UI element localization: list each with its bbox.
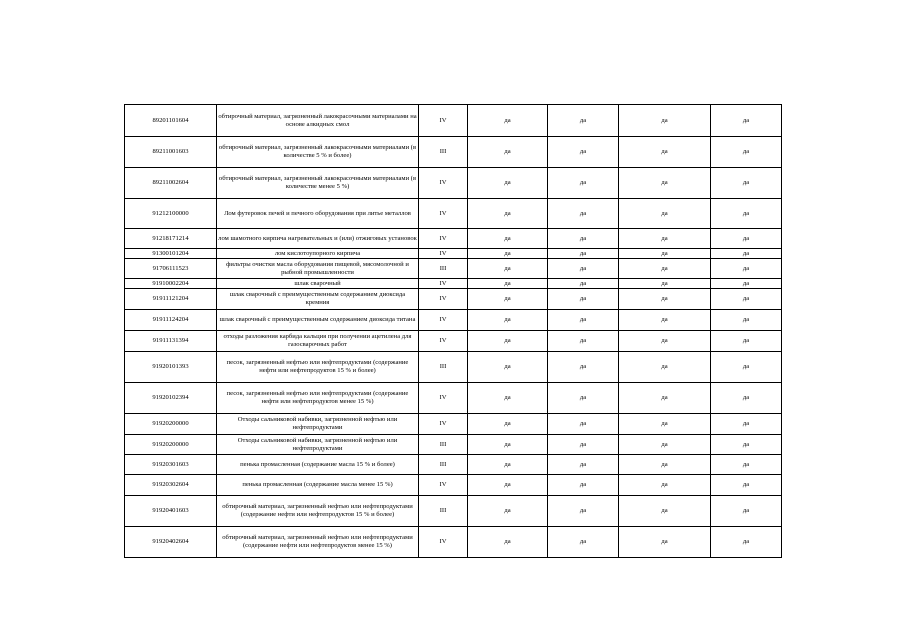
waste-name-cell: Отходы сальниковой набивки, загрязненной нефтью или нефтепродуктами [217,414,419,435]
table-row [125,527,782,558]
flag-cell-1: да [468,496,548,527]
waste-code-cell: 91920401603 [125,496,217,527]
flag-cell-4: да [711,105,782,137]
waste-name-cell: лом шамотного кирпича нагревательных и (или) отжиговых установок [217,229,419,249]
waste-code-cell: 91920301603 [125,455,217,475]
flag-cell-1: да [468,455,548,475]
flag-cell-3: да [619,383,711,414]
flag-cell-4: да [711,455,782,475]
flag-cell-4: да [711,527,782,558]
hazard-class-cell: IV [419,475,468,496]
waste-code-cell: 91920200000 [125,414,217,435]
waste-code-cell: 89211002604 [125,168,217,199]
waste-code-cell: 89201101604 [125,105,217,137]
flag-cell-1: да [468,259,548,279]
hazard-class-cell: III [419,352,468,383]
hazard-class-cell: IV [419,105,468,137]
flag-cell-4: да [711,199,782,229]
flag-cell-4: да [711,310,782,331]
flag-cell-4: да [711,352,782,383]
flag-cell-3: да [619,279,711,289]
hazard-class-cell: IV [419,289,468,310]
waste-name-cell: шлак сварочный с преимущественным содержанием диоксида кремния [217,289,419,310]
flag-cell-1: да [468,331,548,352]
flag-cell-1: да [468,229,548,249]
table-row [125,331,782,352]
flag-cell-1: да [468,435,548,455]
table-row [125,105,782,137]
flag-cell-1: да [468,105,548,137]
flag-cell-2: да [548,455,619,475]
flag-cell-4: да [711,496,782,527]
waste-code-cell: 91911121204 [125,289,217,310]
flag-cell-3: да [619,414,711,435]
flag-cell-3: да [619,229,711,249]
flag-cell-1: да [468,310,548,331]
waste-name-cell: обтирочный материал, загрязненный лакокрасочными материалами (в количестве 5 % и более) [217,137,419,168]
flag-cell-4: да [711,331,782,352]
hazard-class-cell: IV [419,279,468,289]
waste-name-cell: Лом футеровок печей и печного оборудования при литье металлов [217,199,419,229]
flag-cell-4: да [711,229,782,249]
flag-cell-1: да [468,199,548,229]
flag-cell-1: да [468,168,548,199]
flag-cell-2: да [548,168,619,199]
hazard-class-cell: IV [419,168,468,199]
waste-code-cell: 91920302604 [125,475,217,496]
flag-cell-2: да [548,414,619,435]
table-row [125,455,782,475]
flag-cell-1: да [468,475,548,496]
flag-cell-1: да [468,414,548,435]
flag-cell-2: да [548,259,619,279]
table-row [125,259,782,279]
waste-code-cell: 91920200000 [125,435,217,455]
flag-cell-2: да [548,289,619,310]
flag-cell-3: да [619,310,711,331]
flag-cell-2: да [548,352,619,383]
table-row [125,414,782,435]
waste-code-cell: 91911124204 [125,310,217,331]
table-row [125,435,782,455]
table-row [125,289,782,310]
flag-cell-2: да [548,137,619,168]
waste-name-cell: песок, загрязненный нефтью или нефтепродуктами (содержание нефти или нефтепродуктов 15 % и более) [217,352,419,383]
flag-cell-3: да [619,259,711,279]
flag-cell-2: да [548,105,619,137]
flag-cell-3: да [619,168,711,199]
waste-table-body [125,105,782,558]
flag-cell-1: да [468,383,548,414]
waste-name-cell: Отходы сальниковой набивки, загрязненной нефтью или нефтепродуктами [217,435,419,455]
flag-cell-2: да [548,199,619,229]
waste-name-cell: пенька промасленная (содержание масла менее 15 %) [217,475,419,496]
flag-cell-3: да [619,527,711,558]
flag-cell-3: да [619,331,711,352]
waste-code-cell: 91911131394 [125,331,217,352]
flag-cell-3: да [619,199,711,229]
flag-cell-3: да [619,289,711,310]
flag-cell-2: да [548,527,619,558]
flag-cell-2: да [548,331,619,352]
hazard-class-cell: IV [419,414,468,435]
flag-cell-4: да [711,279,782,289]
hazard-class-cell: IV [419,199,468,229]
hazard-class-cell: III [419,137,468,168]
flag-cell-4: да [711,137,782,168]
flag-cell-1: да [468,352,548,383]
waste-code-cell: 91910002204 [125,279,217,289]
flag-cell-3: да [619,249,711,259]
hazard-class-cell: III [419,435,468,455]
table-row [125,249,782,259]
hazard-class-cell: III [419,455,468,475]
waste-name-cell: фильтры очистки масла оборудования пищевой, мясомолочной и рыбной промышленности [217,259,419,279]
table-row [125,352,782,383]
waste-name-cell: обтирочный материал, загрязненный лакокрасочными материалами на основе алкидных смол [217,105,419,137]
flag-cell-2: да [548,383,619,414]
hazard-class-cell: IV [419,249,468,259]
flag-cell-4: да [711,249,782,259]
flag-cell-3: да [619,137,711,168]
flag-cell-2: да [548,496,619,527]
table-row [125,496,782,527]
table-row [125,137,782,168]
waste-code-cell: 91300101204 [125,249,217,259]
hazard-class-cell: III [419,259,468,279]
flag-cell-2: да [548,279,619,289]
flag-cell-1: да [468,249,548,259]
table-row [125,279,782,289]
flag-cell-3: да [619,496,711,527]
flag-cell-2: да [548,475,619,496]
flag-cell-2: да [548,249,619,259]
waste-code-cell: 91920402604 [125,527,217,558]
flag-cell-4: да [711,435,782,455]
flag-cell-4: да [711,168,782,199]
flag-cell-3: да [619,475,711,496]
waste-code-cell: 91920101393 [125,352,217,383]
flag-cell-4: да [711,414,782,435]
waste-name-cell: обтирочный материал, загрязненный лакокрасочными материалами (в количестве менее 5 %) [217,168,419,199]
flag-cell-1: да [468,289,548,310]
flag-cell-1: да [468,137,548,168]
table-row [125,199,782,229]
waste-name-cell: отходы разложения карбида кальция при получении ацетилена для газосварочных работ [217,331,419,352]
flag-cell-3: да [619,352,711,383]
hazard-class-cell: IV [419,331,468,352]
table-row [125,383,782,414]
waste-code-cell: 91212100000 [125,199,217,229]
waste-name-cell: песок, загрязненный нефтью или нефтепродуктами (содержание нефти или нефтепродуктов менее 15 %) [217,383,419,414]
waste-name-cell: шлак сварочный с преимущественным содержанием диоксида титана [217,310,419,331]
waste-name-cell: обтирочный материал, загрязненный нефтью или нефтепродуктами (содержание нефти или нефтепродуктов менее 15 %) [217,527,419,558]
flag-cell-2: да [548,435,619,455]
hazard-class-cell: IV [419,310,468,331]
waste-code-cell: 91920102394 [125,383,217,414]
table-row [125,475,782,496]
flag-cell-4: да [711,289,782,310]
waste-table [124,104,782,558]
waste-code-cell: 91218171214 [125,229,217,249]
waste-code-cell: 91706111523 [125,259,217,279]
table-row [125,168,782,199]
waste-name-cell: пенька промасленная (содержание масла 15 % и более) [217,455,419,475]
hazard-class-cell: IV [419,229,468,249]
table-row [125,310,782,331]
waste-name-cell: шлак сварочный [217,279,419,289]
flag-cell-1: да [468,279,548,289]
flag-cell-2: да [548,229,619,249]
hazard-class-cell: IV [419,383,468,414]
waste-name-cell: лом кислотоупорного кирпича [217,249,419,259]
hazard-class-cell: IV [419,527,468,558]
hazard-class-cell: III [419,496,468,527]
flag-cell-3: да [619,105,711,137]
flag-cell-4: да [711,475,782,496]
waste-name-cell: обтирочный материал, загрязненный нефтью или нефтепродуктами (содержание нефти или нефтепродуктов 15 % и более) [217,496,419,527]
flag-cell-2: да [548,310,619,331]
flag-cell-1: да [468,527,548,558]
flag-cell-3: да [619,455,711,475]
flag-cell-4: да [711,259,782,279]
flag-cell-3: да [619,435,711,455]
flag-cell-4: да [711,383,782,414]
waste-code-cell: 89211001603 [125,137,217,168]
table-row [125,229,782,249]
